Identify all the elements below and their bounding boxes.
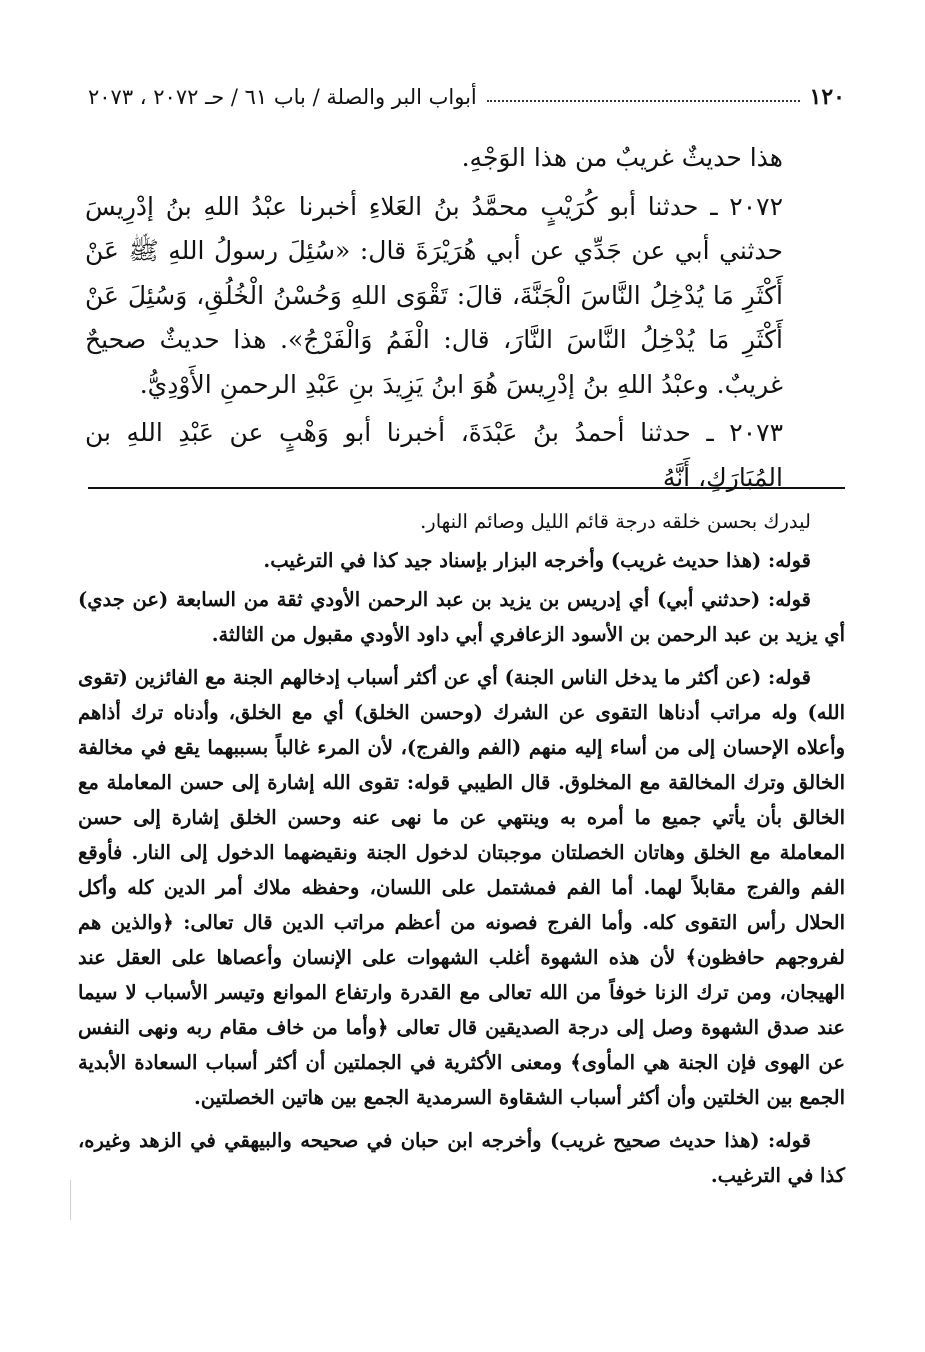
page-number: ١٢٠ (809, 84, 845, 110)
header-leader-dots (487, 99, 800, 102)
intro-line: هذا حديثٌ غريبٌ من هذا الوَجْهِ. (461, 143, 783, 172)
commentary-paragraph-3: قوله: (حدثني أبي) أي إدريس بن يزيد بن عبد الرحمن الأودي ثقة من السابعة (عن جدي) أي يزيد بن عبد الرحمن بن الأسود الزعافري أبي داود الأودي مقبول من الثالثة. (78, 588, 845, 646)
commentary-paragraph-1: ليدرك بحسن خلقه درجة قائم الليل وصائم النهار. (420, 510, 811, 533)
hadith-2072: ٢٠٧٢ ـ حدثنا أبو كُرَيْبٍ محمَّدُ بنُ العَلاءِ أخبرنا عبْدُ اللهِ بنُ إدْرِيسَ حدثني أبي عن جَدِّي عن أبي هُرَيْرَةَ قال: «سُئِلَ رسولُ اللهِ ﷺ عَنْ أَكْثَرِ مَا يُدْخِلُ النَّاسَ الْجَنَّةَ، قالَ: تَقْوَى اللهِ وَحُسْنُ الْخُلُقِ، وَسُئِلَ عَنْ أَكْثَرِ مَا يُدْخِلُ النَّاسَ النَّارَ، قال: الْفَمُ وَالْفَرْجُ». هذا حديثٌ صحيحٌ غريبٌ. وعبْدُ اللهِ بنُ إدْرِيسَ هُوَ ابنُ يَزِيدَ بنِ عَبْدِ الرحمنِ الأَوْدِيُّ. (85, 191, 783, 399)
scan-artifact-line (70, 1180, 71, 1220)
commentary-paragraph-4: قوله: (عن أكثر ما يدخل الناس الجنة) أي عن أكثر أسباب إدخالهم الجنة مع الفائزين (تقوى الله) وله مراتب أدناها التقوى عن الشرك (وحسن الخلق) أي مع الخلق، وأدناه ترك أذاهم وأعلاه الإحسان إلى من أساء إليه منهم (الفم والفرج)، لأن المرء غالباً بسببهما يقع في مخالفة الخالق وترك المخالقة مع المخلوق. قال الطيبي قوله: تقوى الله إشارة إلى حسن المعاملة مع الخالق بأن يأتي جميع ما أمره به وينتهي عن ما نهى عنه وحسن الخلق إشارة إلى حسن المعاملة مع الخلق وهاتان الخصلتان موجبتان لدخول الجنة ونقيضهما الدخول إلى النار. فأوقع الفم والفرج مقابلاً لهما. أما الفم فمشتمل على اللسان، وحفظه ملاك أمر الدين كله وأكل الحلال رأس التقوى كله. وأما الفرج فصونه من أعظم مراتب الدين قال تعالى: ﴿والذين هم لفروجهم حافظون﴾ لأن هذه الشهوة أغلب الشهوات على الإنسان وأعصاها على العقل عند الهيجان، ومن ترك الزنا خوفاً من الله تعالى مع القدرة وارتفاع الموانع وتيسر الأسباب لا سيما عند صدق الشهوة وصل إلى درجة الصديقين قال تعالى ﴿وأما من خاف مقام ربه ونهى النفس عن الهوى فإن الجنة هي المأوى﴾ ومعنى الأكثرية في الجملتين أن أكثر أسباب السعادة الأبدية الجمع بين الخلتين وأن أكثر أسباب الشقاوة السرمدية الجمع بين هاتين الخصلتين. (78, 666, 845, 1109)
footnote-divider (88, 487, 845, 489)
commentary (78, 504, 845, 1193)
commentary-paragraph-2: قوله: (هذا حديث غريب) وأخرجه البزار بإسناد جيد كذا في الترغيب. (263, 549, 811, 572)
page-header (88, 70, 845, 108)
hadith-text (85, 136, 845, 500)
commentary-paragraph-5: قوله: (هذا حديث صحيح غريب) وأخرجه ابن حبان في صحيحه والبيهقي في الزهد وغيره، كذا في الترغيب. (78, 1129, 845, 1187)
running-title: أبواب البر والصلة / باب ٦١ / حـ ٢٠٧٢ ، ٢٠٧٣ (88, 85, 477, 109)
hadith-2073: ٢٠٧٣ ـ حدثنا أحمدُ بنُ عَبْدَةَ، أخبرنا أبو وَهْبٍ عن عَبْدِ اللهِ بن المُبَارَكِ، أَنَّهُ (85, 418, 783, 492)
